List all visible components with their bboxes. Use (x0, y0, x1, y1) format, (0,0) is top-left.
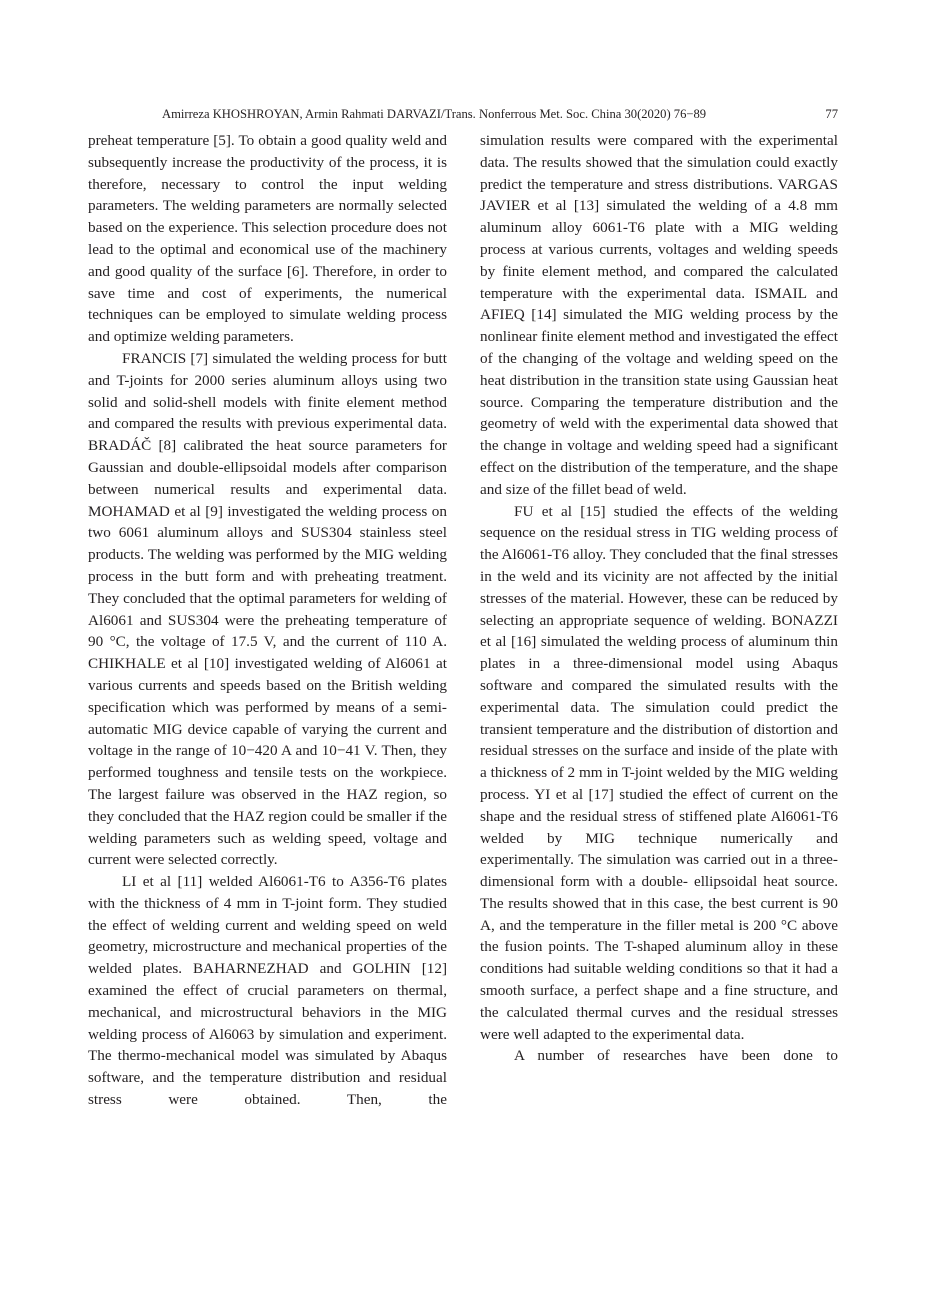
paragraph: FU et al [15] studied the effects of the welding sequence on the residual stress in TIG welding process of the Al6061-T6 alloy. They concluded that the final stresses in the weld and its vicinity are not affected by the initial stresses of the material. However, these can be reduced by selecting an appropriate sequence of welding. BONAZZI et al [16] simulated the welding process of aluminum thin plates in a three-dimensional model using Abaqus software and compared the simulated results with the experimental data. The simulation could predict the transient temperature and the distribution of distortion and residual stresses on the surface and inside of the plate with a thickness of 2 mm in T-joint welded by the MIG welding process. YI et al [17] studied the effect of current on the shape and the residual stress of stiffened plate Al6061-T6 welded by MIG technique numerically and experimentally. The simulation was carried out in a three-dimensional form with a double- ellipsoidal heat source. The results showed that in this case, the best current is 90 A, and the temperature in the filler metal is 200 °C above the fusion points. The T-shaped aluminum alloy in these conditions had suitable welding conditions so that it had a smooth surface, a perfect shape and a fine structure, and the calculated thermal curves and the residual stresses were well adapted to the experimental data. (480, 502, 838, 1043)
paragraph: FRANCIS [7] simulated the welding process for butt and T-joints for 2000 series aluminum alloys using two solid and solid-shell models with finite element method and compared the results with previous experimental data. BRADÁČ [8] calibrated the heat source parameters for Gaussian and double-ellipsoidal models after comparison between numerical results and experimental data. MOHAMAD et al [9] investigated the welding process on two 6061 aluminum alloys and SUS304 stainless steel products. The welding was performed by the MIG welding process in the butt form and with preheating treatment. They concluded that the optimal parameters for welding of Al6061 and SUS304 were the preheating temperature of 90 °C, the voltage of 17.5 V, and the current of 110 A. CHIKHALE et al [10] investigated welding of Al6061 at various currents and speeds based on the British welding specification which was performed by means of a semi-automatic MIG device capable of varying the current and voltage in the range of 10−420 A and 10−41 V. Then, they performed toughness and tensile tests on the workpiece. The largest failure was observed in the HAZ region, so they concluded that the HAZ region could be smaller if the welding parameters such as welding speed, voltage and current were selected correctly. (88, 349, 447, 869)
running-header (88, 104, 838, 124)
left-column (88, 130, 447, 1111)
paragraph: LI et al [11] welded Al6061-T6 to A356-T6 plates with the thickness of 4 mm in T-joint form. They studied the effect of welding current and welding speed on weld geometry, microstructure and mechanical properties of the welded plates. BAHARNEZHAD and GOLHIN [12] examined the effect of crucial parameters on thermal, mechanical, and microstructural behaviors in the MIG welding process of Al6063 by simulation and experiment. The thermo-mechanical model was simulated by Abaqus software, and the temperature distribution and residual stress were obtained. Then, the (88, 873, 447, 1109)
paragraph: preheat temperature [5]. To obtain a good quality weld and subsequently increase the productivity of the process, it is therefore, necessary to control the input welding parameters. The welding parameters are normally selected based on the experience. This selection procedure does not lead to the optimal and economical use of the machinery and good quality of the surface [6]. Therefore, in order to save time and cost of experiments, the numerical techniques can be employed to simulate welding process and optimize welding parameters. (88, 132, 447, 346)
page-number: 77 (825, 107, 838, 121)
journal-citation: Amirreza KHOSHROYAN, Armin Rahmati DARVAZI/Trans. Nonferrous Met. Soc. China 30(2020) 76−89 (162, 107, 707, 121)
right-column (480, 130, 838, 1067)
paragraph: simulation results were compared with the experimental data. The results showed that the simulation could exactly predict the temperature and stress distributions. VARGAS JAVIER et al [13] simulated the welding of a 4.8 mm aluminum alloy 6061-T6 plate with a MIG welding process at various currents, voltages and welding speeds by finite element method, and compared the calculated temperature with the experimental data. ISMAIL and AFIEQ [14] simulated the MIG welding process by the nonlinear finite element method and investigated the effect of the changing of the voltage and welding speed on the heat distribution in the transition state using Gaussian heat source. Comparing the temperature distribution and the geometry of weld with the experimental data showed that the change in voltage and welding speed had a significant effect on the distribution of the temperature, and the shape and size of the fillet bead of weld. (480, 132, 838, 498)
paragraph: A number of researches have been done to (514, 1047, 838, 1065)
